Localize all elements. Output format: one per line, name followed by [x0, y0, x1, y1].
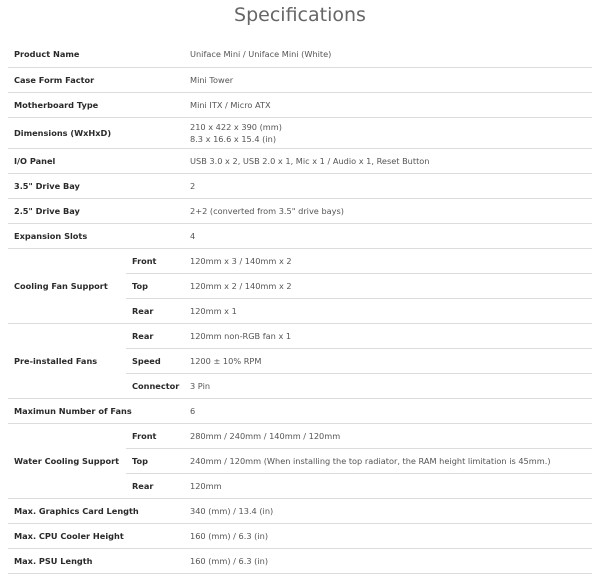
- row-value: 160 (mm) / 6.3 (in): [184, 523, 592, 548]
- table-row: [8, 398, 592, 423]
- row-label: Dimensions (WxHxD): [8, 117, 184, 148]
- row-value: Mini Tower: [184, 67, 592, 92]
- table-row: [8, 548, 592, 573]
- row-label: Case Form Factor: [8, 67, 184, 92]
- table-row: [8, 173, 592, 198]
- row-value: 2: [184, 173, 592, 198]
- row-sublabel: Rear: [126, 298, 184, 323]
- row-value: 160 (mm) / 6.3 (in): [184, 548, 592, 573]
- row-label: Expansion Slots: [8, 223, 184, 248]
- row-label: I/O Panel: [8, 148, 184, 173]
- table-row: [8, 523, 592, 548]
- row-label: 2.5" Drive Bay: [8, 198, 184, 223]
- dimensions-mm: 210 x 422 x 390 (mm): [190, 121, 282, 132]
- row-value: 340 (mm) / 13.4 (in): [184, 498, 592, 523]
- row-label: Pre-installed Fans: [8, 323, 126, 398]
- row-value: 280mm / 240mm / 140mm / 120mm: [184, 423, 592, 448]
- row-label: Maximun Number of Fans: [8, 398, 184, 423]
- row-sublabel: Speed: [126, 348, 184, 373]
- row-sublabel: Top: [126, 273, 184, 298]
- row-sublabel: Front: [126, 248, 184, 273]
- row-sublabel: Rear: [126, 323, 184, 348]
- page-title: Specifications: [234, 4, 366, 26]
- row-label: Cooling Fan Support: [8, 248, 126, 323]
- row-label: Product Name: [8, 42, 184, 67]
- row-value: 4: [184, 223, 592, 248]
- row-value: 120mm non-RGB fan x 1: [184, 323, 592, 348]
- table-row: [8, 92, 592, 117]
- table-row: [8, 423, 592, 448]
- row-value: Mini ITX / Micro ATX: [184, 92, 592, 117]
- row-sublabel: Top: [126, 448, 184, 473]
- table-row: [8, 223, 592, 248]
- row-value: 3 Pin: [184, 373, 592, 398]
- row-label: Max. Graphics Card Length: [8, 498, 184, 523]
- row-value: USB 3.0 x 2, USB 2.0 x 1, Mic x 1 / Audio x 1, Reset Button: [184, 148, 592, 173]
- row-label: Water Cooling Support: [8, 423, 126, 498]
- table-row: [8, 67, 592, 92]
- row-value: 120mm x 2 / 140mm x 2: [184, 273, 592, 298]
- table-row: [8, 323, 592, 348]
- row-value: 120mm x 3 / 140mm x 2: [184, 248, 592, 273]
- row-sublabel: Rear: [126, 473, 184, 498]
- row-value: 120mm: [184, 473, 592, 498]
- table-row: [8, 498, 592, 523]
- row-label: Max. CPU Cooler Height: [8, 523, 184, 548]
- table-row: [8, 148, 592, 173]
- row-label: Max. PSU Length: [8, 548, 184, 573]
- row-sublabel: Front: [126, 423, 184, 448]
- table-row: [8, 198, 592, 223]
- row-value: 240mm / 120mm (When installing the top radiator, the RAM height limitation is 45mm.): [184, 448, 592, 473]
- row-sublabel: Connector: [126, 373, 184, 398]
- row-value: 120mm x 1: [184, 298, 592, 323]
- specifications-table: [8, 42, 592, 574]
- row-value: Uniface Mini / Uniface Mini (White): [184, 42, 592, 67]
- row-value: 6: [184, 398, 592, 423]
- row-label: Motherboard Type: [8, 92, 184, 117]
- dimensions-in: 8.3 x 16.6 x 15.4 (in): [190, 133, 277, 144]
- row-label: 3.5" Drive Bay: [8, 173, 184, 198]
- table-row: [8, 117, 592, 148]
- row-value: [184, 117, 592, 148]
- row-value: 2+2 (converted from 3.5" drive bays): [184, 198, 592, 223]
- row-value: 1200 ± 10% RPM: [184, 348, 592, 373]
- table-row: [8, 42, 592, 67]
- table-row: [8, 248, 592, 273]
